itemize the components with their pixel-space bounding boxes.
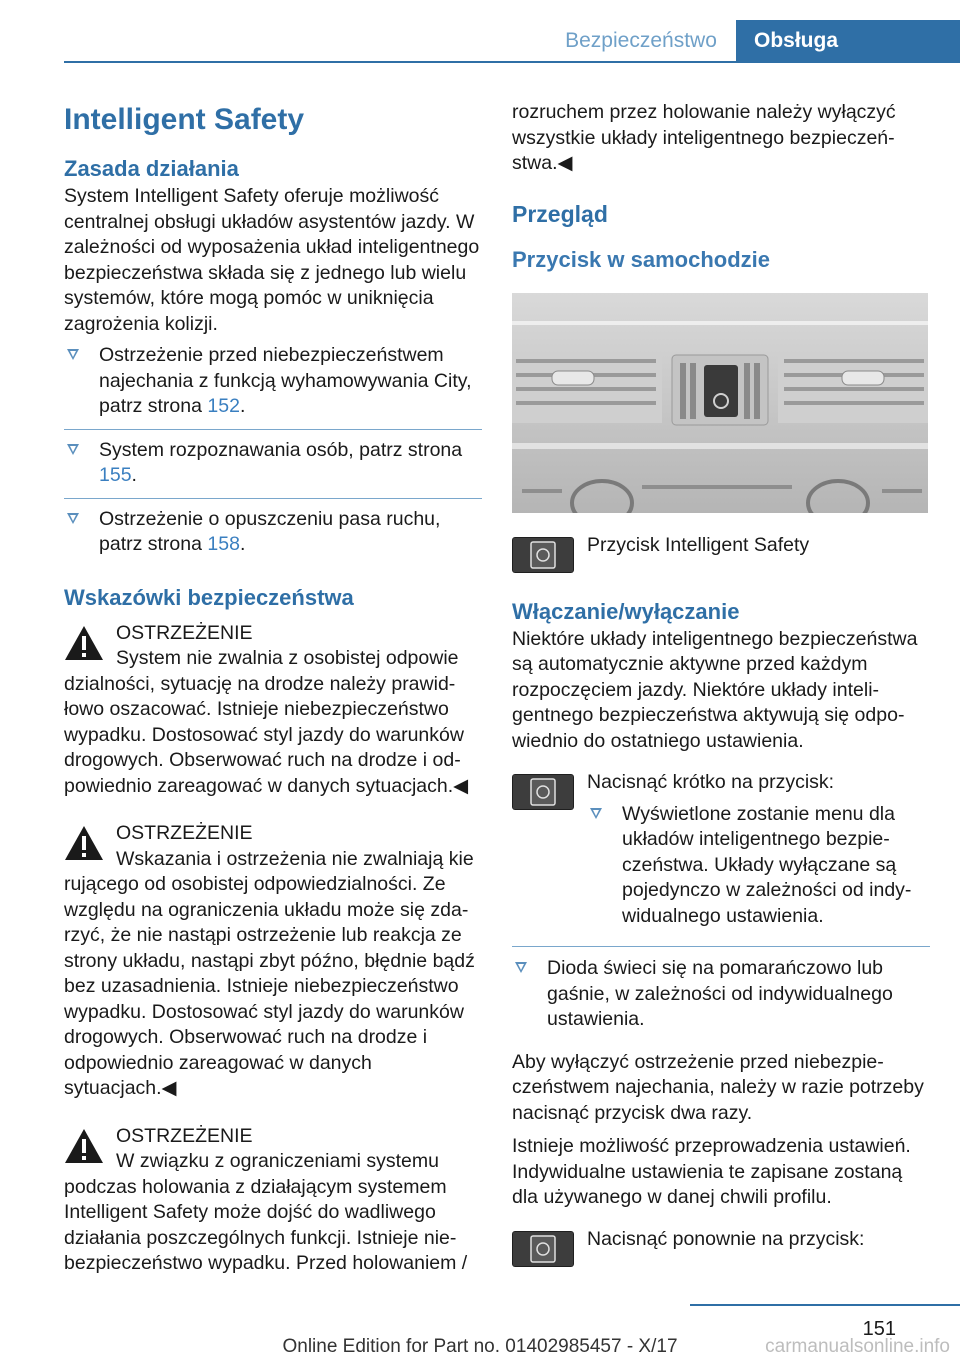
list-item-end: . [239,533,246,555]
warning-line1: W związku z ograniczeniami systemu [116,1150,439,1172]
watermark: carmanualsonline.info [765,1336,950,1357]
section-heading-wskazowki: Wskazówki bezpieczeństwa [64,584,354,610]
paragraph-istnieje: Istnieje możliwość przeprowadzenia ustawień. Indywidualne ustawienia te zapisane zostaną dla używanego w danej chwili profilu. [512,1135,911,1208]
intelligent-safety-button-icon [512,1231,574,1267]
warning-line1: System nie zwalnia z osobistej odpowie [116,647,459,669]
warning-text: rującego od osobistej odpowiedzialności. Ze względu na ograniczenia układu może się zdarzyć, że nie nastąpi ostrzeżenie lub reakcja ze strony układu, nastąpi zbyt późno, błędnie bądź bez uzasadnienia. Istnieje niebezpieczeństwo wypadku. Dostosować styl jazdy do warunków drogowych. Obserwować ruch na drodze i odpowiednio zareagować w danych sytuacjach.◀ [64,873,475,1099]
status-list [512,946,930,1042]
warning-line1: Wskazania i ostrzeżenia nie zwalniają kie [116,847,474,870]
page-title: Intelligent Safety [64,103,305,136]
list-item-text: Dioda świeci się na pomarańczowo lub gaśnie, w zależności od indywidualnego ustawienia. [547,957,893,1030]
triangle-bullet-icon [67,513,79,524]
sub-list [587,802,930,939]
intelligent-safety-button-icon [512,537,574,573]
paragraph-continued: rozruchem przez holowanie należy wyłączyć wszystkie układy inteligentnego bezpieczeństwa.◀ [512,101,896,174]
press-short-row [512,770,930,938]
list-item [512,946,930,1042]
list-item-text: Wyświetlone zostanie menu dla układów inteligentnego bezpieczeństwa. Układy wyłączane są pojedynczo w zależności od indywidualnego ustawienia. [622,802,912,927]
section-heading-wlaczanie: Włączanie/wyłączanie [512,598,740,624]
list-item-text: System rozpoznawania osób, patrz strona [99,438,463,461]
triangle-bullet-icon [67,349,79,360]
intelligent-safety-button-icon [512,774,574,810]
warning-title: OSTRZEŻENIE [116,621,253,644]
list-item-end: . [239,395,246,417]
press-again-row [512,1227,930,1267]
warning-icon [64,625,104,661]
feature-list [64,343,482,567]
button-caption-row [512,533,930,573]
section-heading-przycisk: Przycisk w samochodzie [512,246,770,272]
warning-text: dzialności, sytuację na drodze należy prawidłowo oszacować. Istnieje niebezpieczeństwo wypadku. Dostosować styl jazdy do warunków drogowych. Obserwować ruch na drodze i odpowiednio zareagować w danych sytuacjach.◀ [64,672,469,797]
warning-block [64,821,482,1102]
list-item-text: Ostrzeżenie przed niebezpieczeństwem najechania z funkcją wyhamowywania City, patrz strona [99,344,472,417]
page-number: 151 [862,1318,896,1340]
warning-title: OSTRZEŻENIE [116,1124,253,1147]
triangle-bullet-icon [590,808,602,819]
tab-obsluga[interactable]: Obsługa [736,20,960,62]
press-short-text: Nacisnąć krótko na przycisk: [587,771,835,793]
triangle-bullet-icon [515,962,527,973]
page-link-158[interactable]: 158 [207,533,240,555]
left-column [64,100,482,1277]
page-link-155[interactable]: 155 [99,464,132,486]
edition-text: Online Edition for Part no. 01402985457 - X/17 [282,1336,678,1357]
triangle-bullet-icon [67,444,79,455]
list-item-end: . [131,464,137,486]
paragraph-aby: Aby wyłączyć ostrzeżenie przed niebezpieczeństwem najechania, należy w razie potrzeby nacisnąć przycisk dwa razy. [512,1050,924,1124]
warning-text: podczas holowania z działającym systemem Intelligent Safety może dojść do wadliwego działania poszczególnych funkcji. Istnieje niebezpieczeństwo wypadku. Przed holowaniem / [64,1175,468,1274]
paragraph-wlaczanie: Niektóre układy inteligentnego bezpieczeństwa są automatycznie aktywne przed każdym rozpoczęciem jazdy. Niektóre układy inteligentnego bezpieczeństwa aktywują się odpowiednio do ostatniego ustawienia. [512,627,918,752]
list-item-text: Ostrzeżenie o opuszczeniu pasa ruchu, patrz strona [99,507,441,555]
list-item [64,507,482,567]
press-again-text: Nacisnąć ponownie na przycisk: [587,1227,865,1250]
warning-title: OSTRZEŻENIE [116,822,253,844]
footer-divider [690,1304,960,1306]
button-caption: Przycisk Intelligent Safety [587,533,810,556]
list-item [64,438,482,499]
car-console-photo [512,293,928,513]
list-item [587,802,930,939]
paragraph-zasada: System Intelligent Safety oferuje możliwość centralnej obsługi układów asystentów jazdy. W zależności od wyposażenia układ inteligentnego bezpieczeństwa składa się z jednego lub wielu systemów, które mogą pomóc w uniknięcia zagrożenia kolizji. [64,185,480,335]
page-link-152[interactable]: 152 [207,395,240,417]
warning-icon [64,825,104,861]
right-column [512,100,930,1267]
warning-block [64,1124,482,1277]
section-heading-przeglad: Przegląd [512,200,608,227]
list-item [64,343,482,430]
tab-bezpieczenstwo[interactable]: Bezpieczeństwo [565,29,717,52]
warning-block [64,621,482,800]
warning-icon [64,1128,104,1164]
header-divider [64,61,960,63]
section-heading-zasada: Zasada działania [64,156,239,181]
